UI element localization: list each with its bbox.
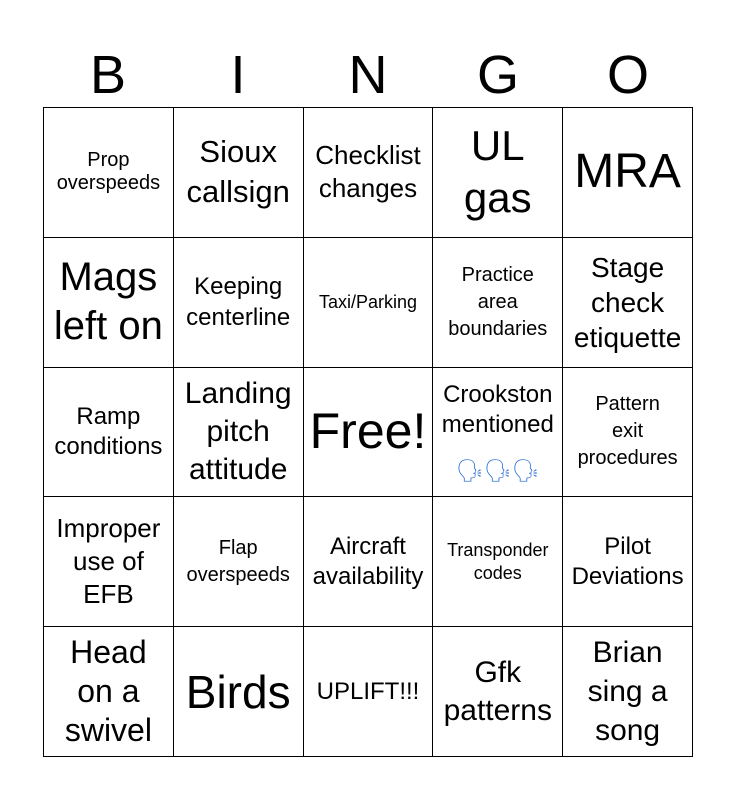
bingo-cell-prop-overspeeds[interactable] (44, 108, 174, 238)
bingo-cell-ramp-conditions[interactable] (44, 368, 174, 498)
cell-label: MRA (574, 145, 681, 199)
header-letter-o: O (606, 45, 649, 105)
cell-label: Flap overspeeds (186, 536, 290, 586)
bingo-cell-practice-area-boundaries[interactable] (433, 238, 563, 368)
bingo-cell-brian-sing-a-song[interactable] (563, 627, 693, 757)
header-letter-i: I (230, 45, 246, 105)
cell-label: Prop overspeeds (56, 149, 161, 195)
bingo-cell-free-space[interactable] (304, 368, 434, 498)
bingo-cell-aircraft-availability[interactable] (304, 497, 434, 627)
cell-label: Mags left on (53, 255, 163, 349)
speaking-head-icon: 🗣🗣🗣 (455, 458, 540, 483)
cell-label: Crookston mentioned (441, 381, 554, 438)
bingo-cell-uplift[interactable] (304, 627, 434, 757)
bingo-cell-crookston-mentioned[interactable] (433, 368, 563, 498)
cell-label: Checklist changes (315, 140, 421, 204)
bingo-cell-pattern-exit-procedures[interactable] (563, 368, 693, 498)
bingo-cell-flap-overspeeds[interactable] (174, 497, 304, 627)
bingo-cell-stage-check-etiquette[interactable] (563, 238, 693, 368)
cell-label: Pilot Deviations (571, 532, 684, 590)
cell-label: Gfk patterns (443, 655, 552, 727)
cell-label: Landing pitch attitude (184, 376, 292, 486)
header-letter-n: N (348, 45, 388, 105)
header-letter-b: B (89, 45, 127, 105)
bingo-cell-pilot-deviations[interactable] (563, 497, 693, 627)
cell-label: Practice area boundaries (448, 263, 548, 340)
cell-content (442, 368, 554, 498)
bingo-cell-birds[interactable] (174, 627, 304, 757)
cell-label: Brian sing a song (587, 636, 668, 748)
cell-label: Taxi/Parking (318, 292, 418, 313)
cell-label: Birds (185, 665, 291, 718)
cell-label: Sioux callsign (186, 134, 290, 210)
bingo-cell-transponder-codes[interactable] (433, 497, 563, 627)
cell-label: Head on a swivel (64, 634, 152, 749)
cell-label: UL gas (463, 122, 532, 222)
cell-label: Stage check etiquette (573, 251, 682, 353)
cell-label: Transponder codes (447, 539, 549, 583)
cell-label: Pattern exit procedures (577, 393, 678, 470)
cell-label: UPLIFT!!! (316, 678, 420, 706)
bingo-cell-gfk-patterns[interactable] (433, 627, 563, 757)
bingo-cell-keeping-centerline[interactable] (174, 238, 304, 368)
cell-label: Ramp conditions (54, 402, 163, 460)
header-letter-g: G (476, 45, 519, 105)
bingo-cell-improper-use-of-efb[interactable] (44, 497, 174, 627)
bingo-cell-checklist-changes[interactable] (304, 108, 434, 238)
bingo-cell-sioux-callsign[interactable] (174, 108, 304, 238)
bingo-cell-taxi-parking[interactable] (304, 238, 434, 368)
bingo-header (43, 40, 693, 110)
cell-label: Free! (309, 403, 427, 460)
bingo-cell-ul-gas[interactable] (433, 108, 563, 238)
bingo-cell-mags-left-on[interactable] (44, 238, 174, 368)
bingo-cell-head-on-a-swivel[interactable] (44, 627, 174, 757)
bingo-card-grid (43, 107, 693, 757)
cell-label: Improper use of EFB (56, 513, 161, 610)
cell-label: Keeping centerline (186, 273, 291, 332)
bingo-cell-mra[interactable] (563, 108, 693, 238)
cell-label: Aircraft availability (312, 532, 424, 590)
bingo-cell-landing-pitch-attitude[interactable] (174, 368, 304, 498)
